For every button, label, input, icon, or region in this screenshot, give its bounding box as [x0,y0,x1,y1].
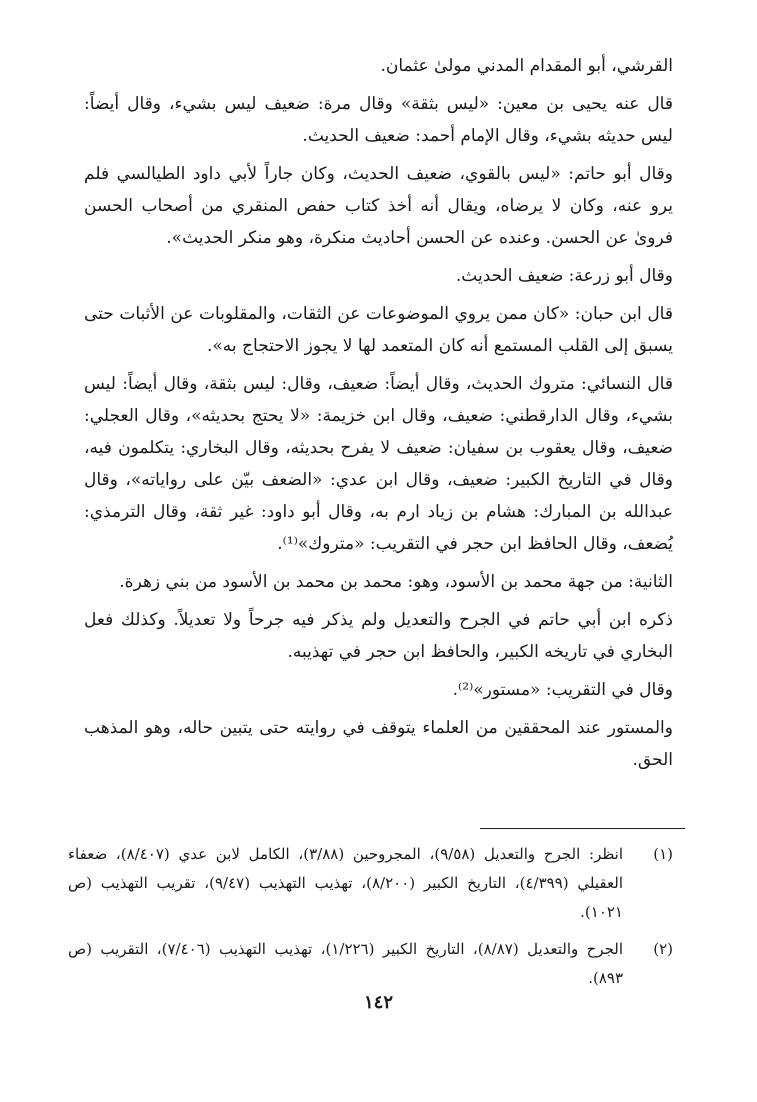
footnote-text: الجرح والتعديل (٨/٨٧)، التاريخ الكبير (١/٢٢٦)، تهذيب التهذيب (٧/٤٠٦)، التقريب (ص ٨٩٣). [68,940,624,987]
paragraph: القرشي، أبو المقدام المدني مولىٰ عثمان. [380,56,673,76]
footnote-number: (١) [653,845,673,863]
paragraph: ذكره ابن أبي حاتم في الجرح والتعديل ولم يذكر فيه جرحاً ولا تعديلاً. وكذلك فعل البخاري في تاريخه الكبير، والحافظ ابن حجر في تهذيبه. [84,610,673,662]
footnote-1 [68,840,673,927]
footnote-number: (٢) [653,940,673,958]
footnote-2 [68,935,673,993]
paragraph: وقال في التقريب: «مستور»⁽²⁾. [452,680,673,700]
paragraph: وقال أبو حاتم: «ليس بالقوي، ضعيف الحديث، وكان جاراً لأبي داود الطيالسي فلم يرو عنه، وكان لا يرضاه، ويقال أنه أخذ كتاب حفص المنقري من أصحاب الحسن فروىٰ عن الحسن. وعنده عن الحسن أحاديث منكرة، وهو منكر الحديث». [84,164,673,248]
footnotes [68,840,673,1001]
footnote-separator [480,828,685,829]
paragraph: وقال أبو زرعة: ضعيف الحديث. [455,266,673,286]
paragraph: الثانية: من جهة محمد بن الأسود، وهو: محمد بن محمد بن الأسود من بني زهرة. [119,572,673,592]
paragraph: والمستور عند المحققين من العلماء يتوقف في روايته حتى يتبين حاله، وهو المذهب الحق. [84,718,673,770]
paragraph: قال عنه يحيى بن معين: «ليس بثقة» وقال مرة: ضعيف ليس بشيء، وقال أيضاً: ليس حديثه بشيء، وقال الإمام أحمد: ضعيف الحديث. [84,94,673,146]
paragraph: قال النسائي: متروك الحديث، وقال أيضاً: ضعيف، وقال: ليس بثقة، وقال أيضاً: ليس بشيء، وقال الدارقطني: ضعيف، وقال ابن خزيمة: «لا يحتج بحديثه»، وقال العجلي: ضعيف، وقال يعقوب بن سفيان: ضعيف لا يفرح بحديثه، وقال البخاري: يتكلمون فيه، وقال في التاريخ الكبير: ضعيف، وقال ابن عدي: «الضعف بيّن على رواياته»، وقال عبدالله بن المبارك: هشام بن زياد ارم به، وقال أبو داود: غير ثقة، وقال الترمذي: يُضعف، وقال الحافظ ابن حجر في التقريب: «متروك»⁽¹⁾. [84,374,673,554]
footnote-text: انظر: الجرح والتعديل (٩/٥٨)، المجروحين (٣/٨٨)، الكامل لابن عدي (٨/٤٠٧)، ضعفاء العقيلي (٤/٣٩٩)، التاريخ الكبير (٨/٢٠٠)، تهذيب التهذيب (٩/٤٧)، تقريب التهذيب (ص ١٠٢١). [68,845,623,921]
main-text [84,50,673,782]
paragraph: قال ابن حبان: «كان ممن يروي الموضوعات عن الثقات، والمقلوبات عن الأثبات حتى يسبق إلى القلب المستمع أنه كان المتعمد لها لا يجوز الاحتجاج به». [84,304,673,356]
page-number: ١٤٢ [363,992,393,1013]
